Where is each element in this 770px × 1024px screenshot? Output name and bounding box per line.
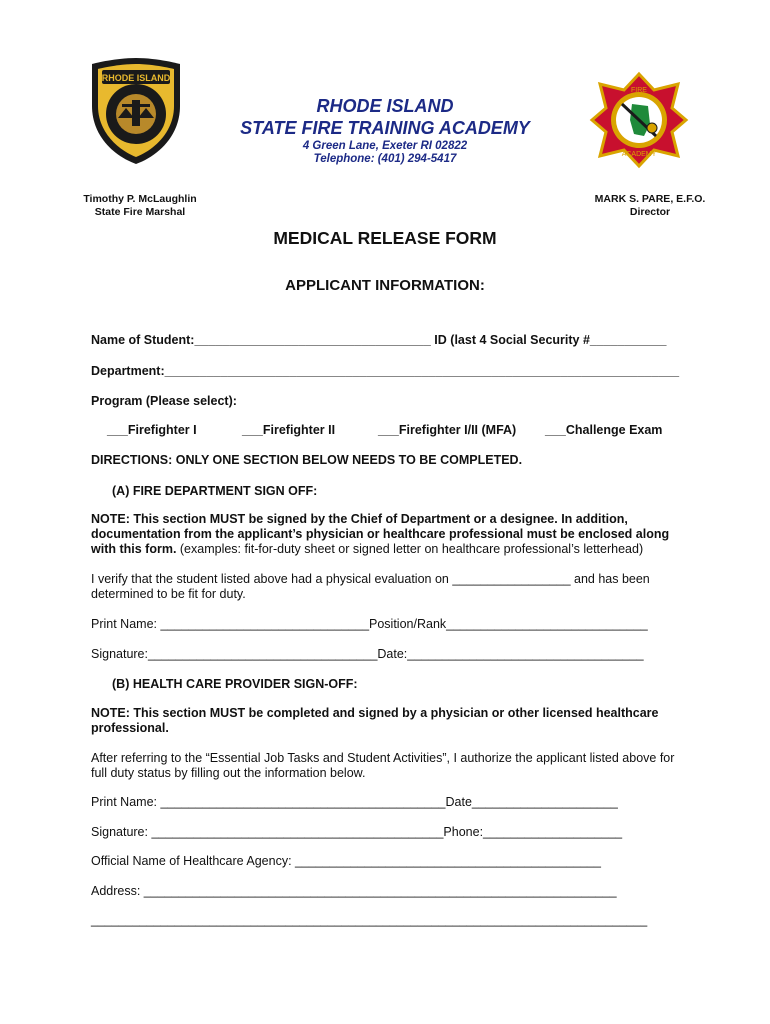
left-official-name: Timothy P. McLaughlin (83, 193, 197, 205)
section-a-print-name-position-field[interactable]: Print Name: ______________________________Position/Rank_____________________________ (91, 617, 648, 631)
program-option-firefighter-1[interactable]: ___Firefighter I (107, 423, 197, 437)
student-name-id-field[interactable]: Name of Student:__________________________________ ID (last 4 Social Security #___________ (91, 333, 667, 347)
org-telephone: Telephone: (401) 294-5417 (313, 153, 457, 165)
fire-academy-badge (588, 70, 690, 170)
section-b-authorize-text: After referring to the “Essential Job Tasks and Student Activities”, I authorize the applicant listed above for full duty status by filling out the information below. (91, 751, 675, 780)
org-name-line2: STATE FIRE TRAINING ACADEMY (240, 118, 530, 138)
right-official-name: MARK S. PARE, E.F.O. (594, 193, 706, 205)
section-b-heading: (B) HEALTH CARE PROVIDER SIGN-OFF: (112, 677, 358, 691)
program-label: Program (Please select): (91, 394, 237, 408)
left-official (60, 193, 220, 219)
form-subtitle: APPLICANT INFORMATION: (285, 277, 485, 294)
department-field[interactable]: Department:__________________________________________________________________________ (91, 364, 680, 378)
program-option-firefighter-1-2-mfa[interactable]: ___Firefighter I/II (MFA) (378, 423, 517, 437)
section-a-signature-date-field[interactable]: Signature:_________________________________Date:__________________________________ (91, 647, 644, 661)
section-a-heading: (A) FIRE DEPARTMENT SIGN OFF: (112, 484, 318, 498)
state-fire-marshal-seal (88, 56, 184, 166)
org-name-line1: RHODE ISLAND (316, 96, 454, 116)
seal-lettering: RHODE ISLAND (101, 73, 171, 83)
section-b-print-name-date-field[interactable]: Print Name: _________________________________________Date_____________________ (91, 795, 618, 809)
form-title: MEDICAL RELEASE FORM (273, 228, 497, 248)
section-a-verify-text: I verify that the student listed above had a physical evaluation on _________________ and has been determined to be fit for duty. (91, 572, 650, 601)
org-address: 4 Green Lane, Exeter RI 02822 (302, 140, 468, 152)
directions: DIRECTIONS: ONLY ONE SECTION BELOW NEEDS TO BE COMPLETED. (91, 453, 523, 467)
right-official (575, 193, 725, 219)
address-field[interactable]: Address: ____________________________________________________________________ (91, 884, 617, 898)
section-a-note-bold: NOTE: This section MUST be signed by the Chief of Department or a designee. In addition, documentation from the applicant’s physician or healthcare professional must be enclosed along with this form. (91, 512, 670, 556)
badge-lettering-bottom: ACADEMY (621, 151, 657, 158)
healthcare-agency-name-field[interactable]: Official Name of Healthcare Agency: ____________________________________________ (91, 854, 601, 868)
section-a-note-examples: (examples: fit-for-duty sheet or signed letter on healthcare professional’s letterhead) (176, 542, 644, 556)
address-field-line2[interactable]: ________________________________________________________________________________ (91, 913, 648, 927)
section-a-note (91, 512, 691, 557)
section-b-signature-phone-field[interactable]: Signature: __________________________________________Phone:____________________ (91, 825, 623, 839)
section-b-note: NOTE: This section MUST be completed and signed by a physician or other licensed healthcare professional. (91, 706, 659, 735)
badge-lettering-top: FIRE (631, 87, 647, 94)
program-option-challenge-exam[interactable]: ___Challenge Exam (545, 423, 663, 437)
left-official-title: State Fire Marshal (94, 206, 186, 218)
right-official-title: Director (629, 206, 671, 218)
program-option-firefighter-2[interactable]: ___Firefighter II (242, 423, 336, 437)
